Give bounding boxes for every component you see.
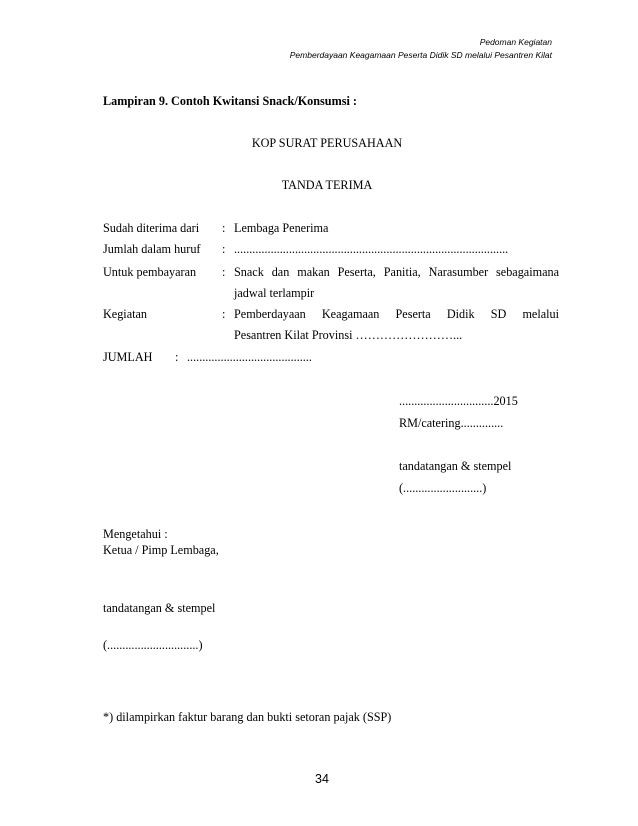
document-title: Lampiran 9. Contoh Kwitansi Snack/Konsumsi : <box>103 94 357 108</box>
untuk-pembayaran-label: Untuk pembayaran <box>103 265 197 279</box>
untuk-pembayaran-colon: : <box>222 265 226 279</box>
tanda-terima-heading: TANDA TERIMA <box>281 178 373 192</box>
mengetahui-label: Mengetahui : <box>103 527 168 541</box>
sudah-diterima-colon: : <box>222 221 226 235</box>
kegiatan-colon: : <box>222 307 226 321</box>
jumlah-value: ......................................... <box>187 350 312 364</box>
ketua-signature-label: tandatangan & stempel <box>103 601 216 615</box>
sudah-diterima-label: Sudah diterima dari <box>103 221 200 235</box>
catering-signature-label: tandatangan & stempel <box>399 459 512 473</box>
footnote: *) dilampirkan faktur barang dan bukti setoran pajak (SSP) <box>103 710 392 724</box>
jumlah-label: JUMLAH <box>103 350 153 364</box>
ketua-label: Ketua / Pimp Lembaga, <box>103 543 219 557</box>
jumlah-huruf-colon: : <box>222 242 226 256</box>
kegiatan-value-line2: Pesantren Kilat Provinsi ……………………... <box>234 328 463 342</box>
jumlah-colon: : <box>175 350 179 364</box>
header-line-1: Pedoman Kegiatan <box>479 37 552 47</box>
kegiatan-value-line1: Pemberdayaan Keagamaan Peserta Didik SD melalui <box>234 307 559 321</box>
sudah-diterima-value: Lembaga Penerima <box>234 221 329 235</box>
ketua-signatory-name: (..............................) <box>103 638 203 652</box>
kegiatan-label: Kegiatan <box>103 307 147 321</box>
running-header <box>290 36 552 61</box>
catering-signatory-name: (..........................) <box>399 481 487 495</box>
catering-name: RM/catering.............. <box>399 416 504 430</box>
untuk-pembayaran-value-line1: Snack dan makan Peserta, Panitia, Narasumber sebagaimana <box>234 265 559 279</box>
jumlah-huruf-label: Jumlah dalam huruf <box>103 242 201 256</box>
jumlah-huruf-value: .......................................................................................... <box>234 242 509 256</box>
receipt-date: ...............................2015 <box>399 394 518 408</box>
page-number: 34 <box>315 772 329 786</box>
untuk-pembayaran-value-line2: jadwal terlampir <box>234 286 315 300</box>
header-line-2: Pemberdayaan Keagamaan Peserta Didik SD melalui Pesantren Kilat <box>289 49 552 60</box>
kop-surat: KOP SURAT PERUSAHAAN <box>251 136 403 150</box>
